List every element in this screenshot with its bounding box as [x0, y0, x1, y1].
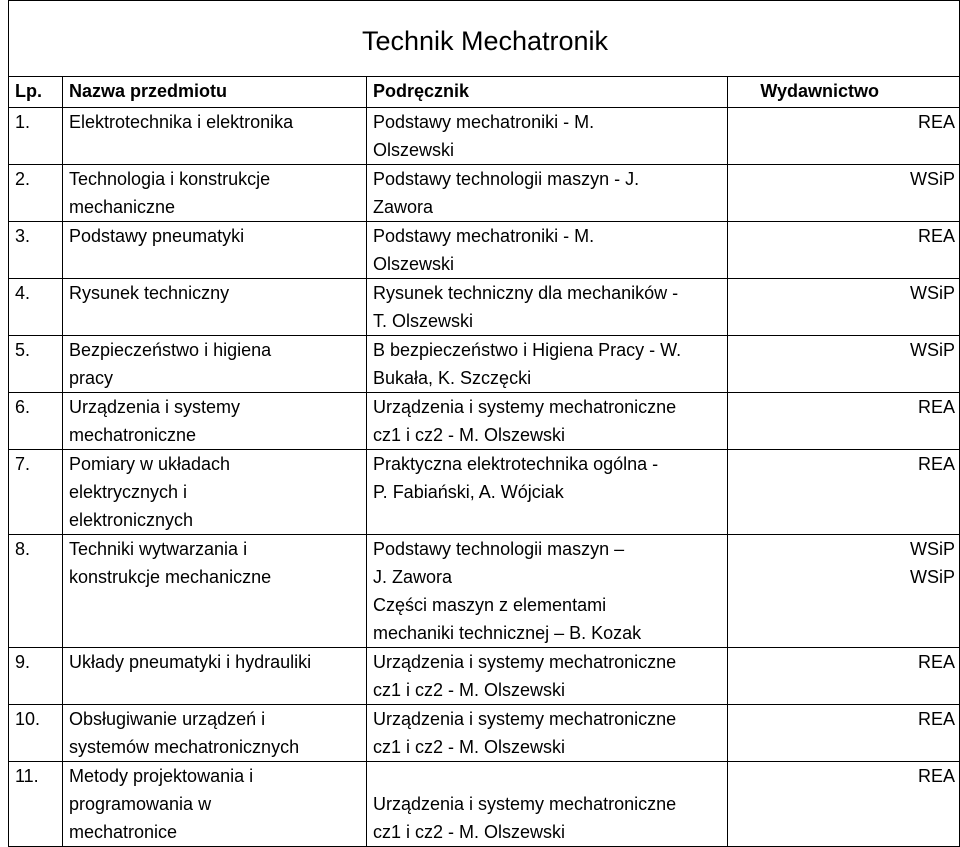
- row-number: 4.: [9, 279, 63, 336]
- subject-cell: [63, 222, 367, 279]
- publisher-line: REA: [917, 112, 955, 132]
- subject-cell: [63, 336, 367, 393]
- textbook-line: Podstawy mechatroniki - M.: [373, 112, 595, 132]
- row-number: 10.: [9, 705, 63, 762]
- textbook-line: J. Zawora: [373, 567, 453, 587]
- publisher-cell: [728, 705, 960, 762]
- textbook-line: mechaniki technicznej – B. Kozak: [373, 623, 642, 643]
- publisher-cell: [728, 279, 960, 336]
- page-title: Technik Mechatronik: [9, 1, 960, 77]
- subject-line: elektronicznych: [69, 510, 194, 530]
- subject-cell: [63, 165, 367, 222]
- textbook-cell: [367, 762, 728, 847]
- title-row: [9, 1, 960, 77]
- subject-cell: [63, 705, 367, 762]
- subject-line: Rysunek techniczny: [69, 283, 230, 303]
- subject-line: programowania w: [69, 794, 212, 814]
- table-row: [9, 108, 960, 165]
- publisher-line: WSiP: [910, 283, 955, 303]
- publisher-line: REA: [917, 226, 955, 246]
- textbook-cell: [367, 336, 728, 393]
- subject-line: Metody projektowania i: [69, 766, 254, 786]
- textbook-cell: [367, 108, 728, 165]
- row-number: 7.: [9, 450, 63, 535]
- subject-line: Bezpieczeństwo i higiena: [69, 340, 272, 360]
- textbook-cell: [367, 393, 728, 450]
- row-number: 11.: [9, 762, 63, 847]
- textbook-cell: [367, 222, 728, 279]
- textbook-line: Urządzenia i systemy mechatroniczne: [373, 652, 677, 672]
- header-textbook: Podręcznik: [367, 77, 728, 108]
- table-row: [9, 450, 960, 535]
- row-number: 1.: [9, 108, 63, 165]
- subject-line: Elektrotechnika i elektronika: [69, 112, 294, 132]
- subject-line: konstrukcje mechaniczne: [69, 567, 272, 587]
- table-row: [9, 648, 960, 705]
- textbook-line: Olszewski: [373, 140, 455, 160]
- textbook-line: Podstawy technologii maszyn - J.: [373, 169, 640, 189]
- textbook-cell: [367, 165, 728, 222]
- textbook-line: Zawora: [373, 197, 434, 217]
- textbook-cell: [367, 705, 728, 762]
- publisher-line: REA: [917, 397, 955, 417]
- subject-line: Urządzenia i systemy: [69, 397, 241, 417]
- subject-line: Podstawy pneumatyki: [69, 226, 245, 246]
- publisher-cell: [728, 336, 960, 393]
- publisher-line: WSiP: [910, 169, 955, 189]
- publisher-line: REA: [917, 709, 955, 729]
- textbook-line: T. Olszewski: [373, 311, 474, 331]
- textbook-line: P. Fabiański, A. Wójciak: [373, 482, 564, 502]
- publisher-line: REA: [917, 766, 955, 786]
- publisher-cell: [728, 762, 960, 847]
- row-number: 9.: [9, 648, 63, 705]
- subject-line: mechatroniczne: [69, 425, 197, 445]
- table-row: [9, 336, 960, 393]
- subject-cell: [63, 450, 367, 535]
- textbook-line: cz1 i cz2 - M. Olszewski: [373, 737, 566, 757]
- textbook-line: Podstawy technologii maszyn –: [373, 539, 625, 559]
- table-row: [9, 222, 960, 279]
- textbook-line: [373, 762, 723, 790]
- textbook-line: cz1 i cz2 - M. Olszewski: [373, 425, 566, 445]
- header-lp: Lp.: [9, 77, 63, 108]
- table-row: [9, 762, 960, 847]
- subject-line: Obsługiwanie urządzeń i: [69, 709, 266, 729]
- subject-cell: [63, 648, 367, 705]
- publisher-cell: [728, 535, 960, 648]
- publisher-cell: [728, 222, 960, 279]
- textbook-line: cz1 i cz2 - M. Olszewski: [373, 822, 566, 842]
- row-number: 6.: [9, 393, 63, 450]
- subject-line: mechaniczne: [69, 197, 176, 217]
- table-row: [9, 165, 960, 222]
- textbook-cell: [367, 648, 728, 705]
- publisher-line: REA: [917, 454, 955, 474]
- subject-cell: [63, 762, 367, 847]
- publisher-cell: [728, 450, 960, 535]
- publisher-line: WSiP: [910, 340, 955, 360]
- publisher-line: WSiP: [910, 567, 955, 587]
- subject-cell: [63, 535, 367, 648]
- header-publisher: Wydawnictwo: [728, 77, 960, 108]
- row-number: 2.: [9, 165, 63, 222]
- publisher-cell: [728, 165, 960, 222]
- subject-line: systemów mechatronicznych: [69, 737, 300, 757]
- textbook-line: Podstawy mechatroniki - M.: [373, 226, 595, 246]
- subject-cell: [63, 108, 367, 165]
- table-row: [9, 535, 960, 648]
- subject-line: mechatronice: [69, 822, 178, 842]
- table-row: [9, 279, 960, 336]
- textbook-line: cz1 i cz2 - M. Olszewski: [373, 680, 566, 700]
- subject-cell: [63, 393, 367, 450]
- row-number: 8.: [9, 535, 63, 648]
- textbook-line: Urządzenia i systemy mechatroniczne: [373, 397, 677, 417]
- textbook-cell: [367, 450, 728, 535]
- table-row: [9, 393, 960, 450]
- textbook-line: Urządzenia i systemy mechatroniczne: [373, 709, 677, 729]
- subject-line: Technologia i konstrukcje: [69, 169, 271, 189]
- publisher-line: REA: [917, 652, 955, 672]
- textbook-cell: [367, 535, 728, 648]
- textbook-line: Praktyczna elektrotechnika ogólna -: [373, 454, 659, 474]
- textbook-table: [8, 0, 960, 847]
- textbook-cell: [367, 279, 728, 336]
- row-number: 3.: [9, 222, 63, 279]
- subject-line: Układy pneumatyki i hydrauliki: [69, 652, 312, 672]
- publisher-cell: [728, 108, 960, 165]
- textbook-line: Urządzenia i systemy mechatroniczne: [373, 794, 677, 814]
- header-row: [9, 77, 960, 108]
- textbook-line: Olszewski: [373, 254, 455, 274]
- publisher-cell: [728, 648, 960, 705]
- table-row: [9, 705, 960, 762]
- header-subject: Nazwa przedmiotu: [63, 77, 367, 108]
- row-number: 5.: [9, 336, 63, 393]
- publisher-line: WSiP: [910, 539, 955, 559]
- textbook-line: B bezpieczeństwo i Higiena Pracy - W.: [373, 340, 682, 360]
- textbook-line: Bukała, K. Szczęcki: [373, 368, 532, 388]
- subject-line: elektrycznych i: [69, 482, 188, 502]
- textbook-line: Części maszyn z elementami: [373, 595, 607, 615]
- publisher-cell: [728, 393, 960, 450]
- subject-line: pracy: [69, 368, 114, 388]
- textbook-line: Rysunek techniczny dla mechaników -: [373, 283, 679, 303]
- subject-line: Pomiary w układach: [69, 454, 231, 474]
- subject-cell: [63, 279, 367, 336]
- subject-line: Techniki wytwarzania i: [69, 539, 248, 559]
